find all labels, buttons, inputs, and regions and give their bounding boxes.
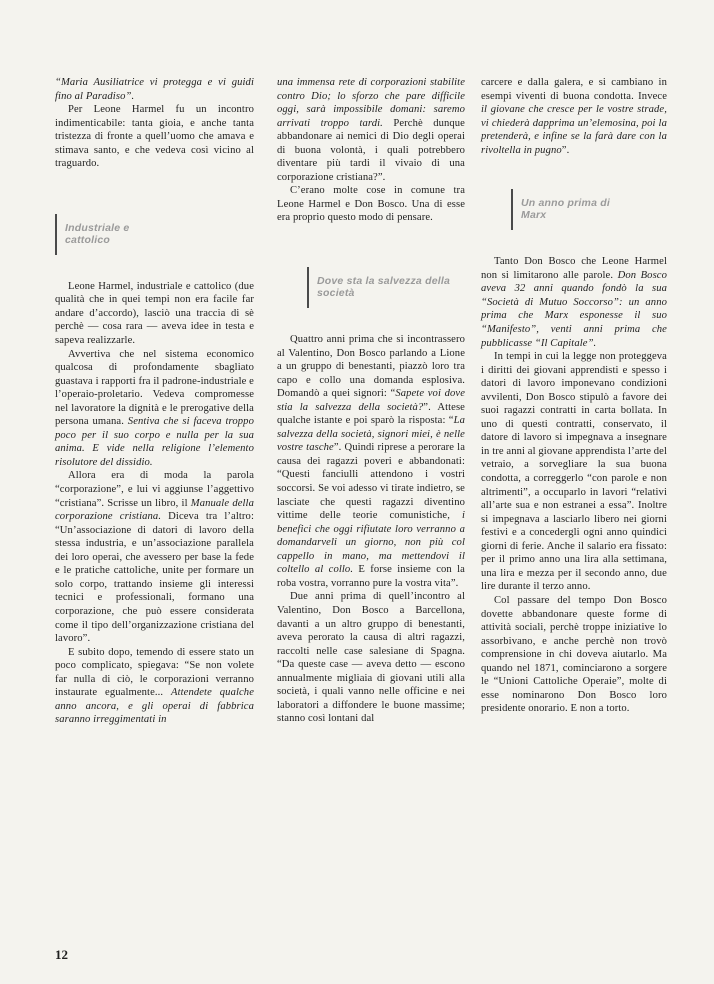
text-span: Tanto Don Bosco che Leone Harmel non si limitarono alle parole. [481,256,667,281]
heading-bar [307,267,309,308]
section-heading [481,197,611,221]
paragraph: C’erano molte cose in comune tra Leone Harmel e Don Bosco. Una di esse era proprio questo modo di pensare. [277,185,465,224]
italic-span: i benefici che oggi rifiutate loro verranno a domandarveli un giorno, non più col cappello in mano, ma mettendovi il coltello al collo. [277,510,465,576]
text-span: E subito dopo, temendo di essere stato un poco complicato, spiegava: “Se non volete far nulla di ciò, le corporazioni verranno instaurate egualmente... [55,646,254,699]
italic-span: Attendete qualche anno ancora, e gli operai di fabbrica saranno irreggimentati in [55,687,255,726]
italic-span: Sapete voi dove stia la salvezza della società? [277,388,465,413]
heading-bar [511,189,513,230]
italic-span: La salvezza della società, signori miei, è nelle vostre tasche [277,415,465,454]
paragraph: Col passare del tempo Don Bosco dovette abbandonare queste forme di attività sociali, perchè troppe iniziative lo assorbivano, e anche perchè non trovò comprensione in chi doveva aiutarlo. Ma quando nel 1871, cominciarono a sorgere le “Unioni Cattoliche Operaie”, molte di esse nominarono Don Bosco loro presidente onorario. E non a torto. [481,594,667,715]
text-span: ”. Quindi riprese a perorare la causa dei ragazzi poveri e abbandonati: “Questi fanciulli attendono i vostri soccorsi. Se voi adesso vi tirate indietro, se lasciate che questi ragazzi diventino vittime delle teorie comunistiche, [277,442,465,522]
paragraph: Due anni prima di quell’incontro al Valentino, Don Bosco a Barcellona, davanti a un altro gruppo di benestanti, aveva perorato la causa di altri ragazzi, raccolti nelle case salesiane di Spagna. “Da queste case — aveva detto — escono annualmente migliaia di giovani utili alla società, i quali vanno nelle officine e nei laboratori a diffondere le buone massime; stanno così lontani dal [277,591,465,725]
heading-text: Dove sta la salvezza della società [317,275,451,300]
text-span: Diceva tra l’altro: “Un’associazione di datori di lavoro della stessa industria, e un’associazione parallela dei loro operai, che avessero per base la fede e le pratiche cattoliche, unite per formare un solo corpo, trattando insieme gli interessi tecnici e professionali, formano una corporazione, che può essere considerata come il tipo dell’organizzazione cristiana del lavoro”. [55,511,254,645]
paragraph: Leone Harmel, industriale e cattolico (due qualità che in quei tempi non era facile far andare d’accordo), lasciò una traccia di sè perchè — cosa rara — aveva idee in testa e sapeva realizzarle. [55,280,254,347]
heading-bar [55,214,57,255]
text-span: Allora era di moda la parola “corporazione”, e lui vi aggiunse l’aggettivo “cristiana”. Scrisse un libro, il [55,470,254,509]
text-span: ”. Attese qualche istante e poi sparò la risposta: “ [277,401,465,427]
italic-span: Don Bosco aveva 32 anni quando fondò la sua “Società di Mutuo Soccorso”: un anno prima che Marx esponesse il suo “Manifesto”, venti anni prima che pubblicasse “Il Capitale”. [481,269,668,349]
italic-span: il giovane che cresce per le vostre strade, vi chiederà dapprima un’elemosina, poi la pretenderà, e infine se la farà dare con la rivoltella in pugno [481,104,667,156]
paragraph [481,255,667,350]
italic-span: Manuale della corporazione cristiana. [55,497,254,523]
column-1 [55,76,254,727]
italic-span: Sentiva che si faceva troppo poco per il suo corpo e nulla per la sua anima. E vide nella religione l’elemento risolutore del dissidio. [55,416,254,468]
page-number: 12 [55,947,68,962]
paragraph [55,646,254,727]
section-heading [55,222,155,246]
text-span: E forse insieme con la roba vostra, vorranno pure la vostra vita”. [277,564,465,589]
paragraph: In tempi in cui la legge non proteggeva i diritti dei giovani apprendisti e spesso i datori di lavoro imponevano condizioni avvilenti, Don Bosco stipulò a favore dei suoi ragazzi contratti in carta bollata. In uno di questi contratti, conservato, il datore di lavoro si impegnava a insegnare in tre anni al giovane apprendista l’arte del vetraio, a sorvegliare la sua buona condotta, a correggerlo “con parole e non altrimenti”, a occuparlo in lavori “relativi all’arte sua e non estranei a essa”. Inoltre si impegnava a lasciarlo libero nei giorni festivi e a concedergli ogni anno quindici giorni di ferie. Anche il salario era fissato: per il primo anno una lira alla settimana, una lira e mezza per il secondo anno, due lire durante il terzo anno. [481,351,667,593]
text-span: Avvertiva che nel sistema economico qualcosa di profondamente sbagliato guastava i rapporti fra il padrone-industriale e l’operaio-proletario. Vedeva compromesse nel lavoratore la dignità e le prerogative della persona umana. [55,348,254,428]
text-span: Quattro anni prima che si incontrassero al Valentino, Don Bosco parlando a Lione a un gruppo di benestanti, piazzò loro tra capo e collo una domanda esplosiva. Domandò a quei signori: “ [277,334,465,400]
paragraph [481,76,667,157]
paragraph: Per Leone Harmel fu un incontro indimenticabile: tanta gioia, e anche tanta tristezza di fronte a quell’uomo che amava e stimava santo, e che vedeva così vicino al traguardo. [55,104,254,170]
paragraph [277,76,465,184]
section-heading [277,275,467,299]
paragraph [277,333,465,590]
text-span: ”. [561,144,570,156]
column-2 [277,76,465,726]
text-span: Perchè dunque abbandonare ai nemici di Dio degli operai di buona volontà, i quali potrebbero diventare più tardi il vivaio di una corporazione cristiana?”. [277,117,465,183]
paragraph [55,469,254,645]
italic-span: una immensa rete di corporazioni stabilite contro Dio; lo sforzo che pare difficile oggi, sarà impossibile domani: saremo arrivati troppo tardi. [277,77,465,129]
heading-text: Industriale e cattolico [65,221,130,246]
quote-paragraph: “Maria Ausiliatrice vi protegga e vi guidi fino al Paradiso”. [55,77,254,102]
text-span: carcere e dalla galera, e si cambiano in esempi viventi di buona condotta. Invece [481,77,667,102]
heading-text: Un anno prima di Marx [521,197,610,222]
paragraph [55,348,254,470]
column-3 [481,76,667,716]
